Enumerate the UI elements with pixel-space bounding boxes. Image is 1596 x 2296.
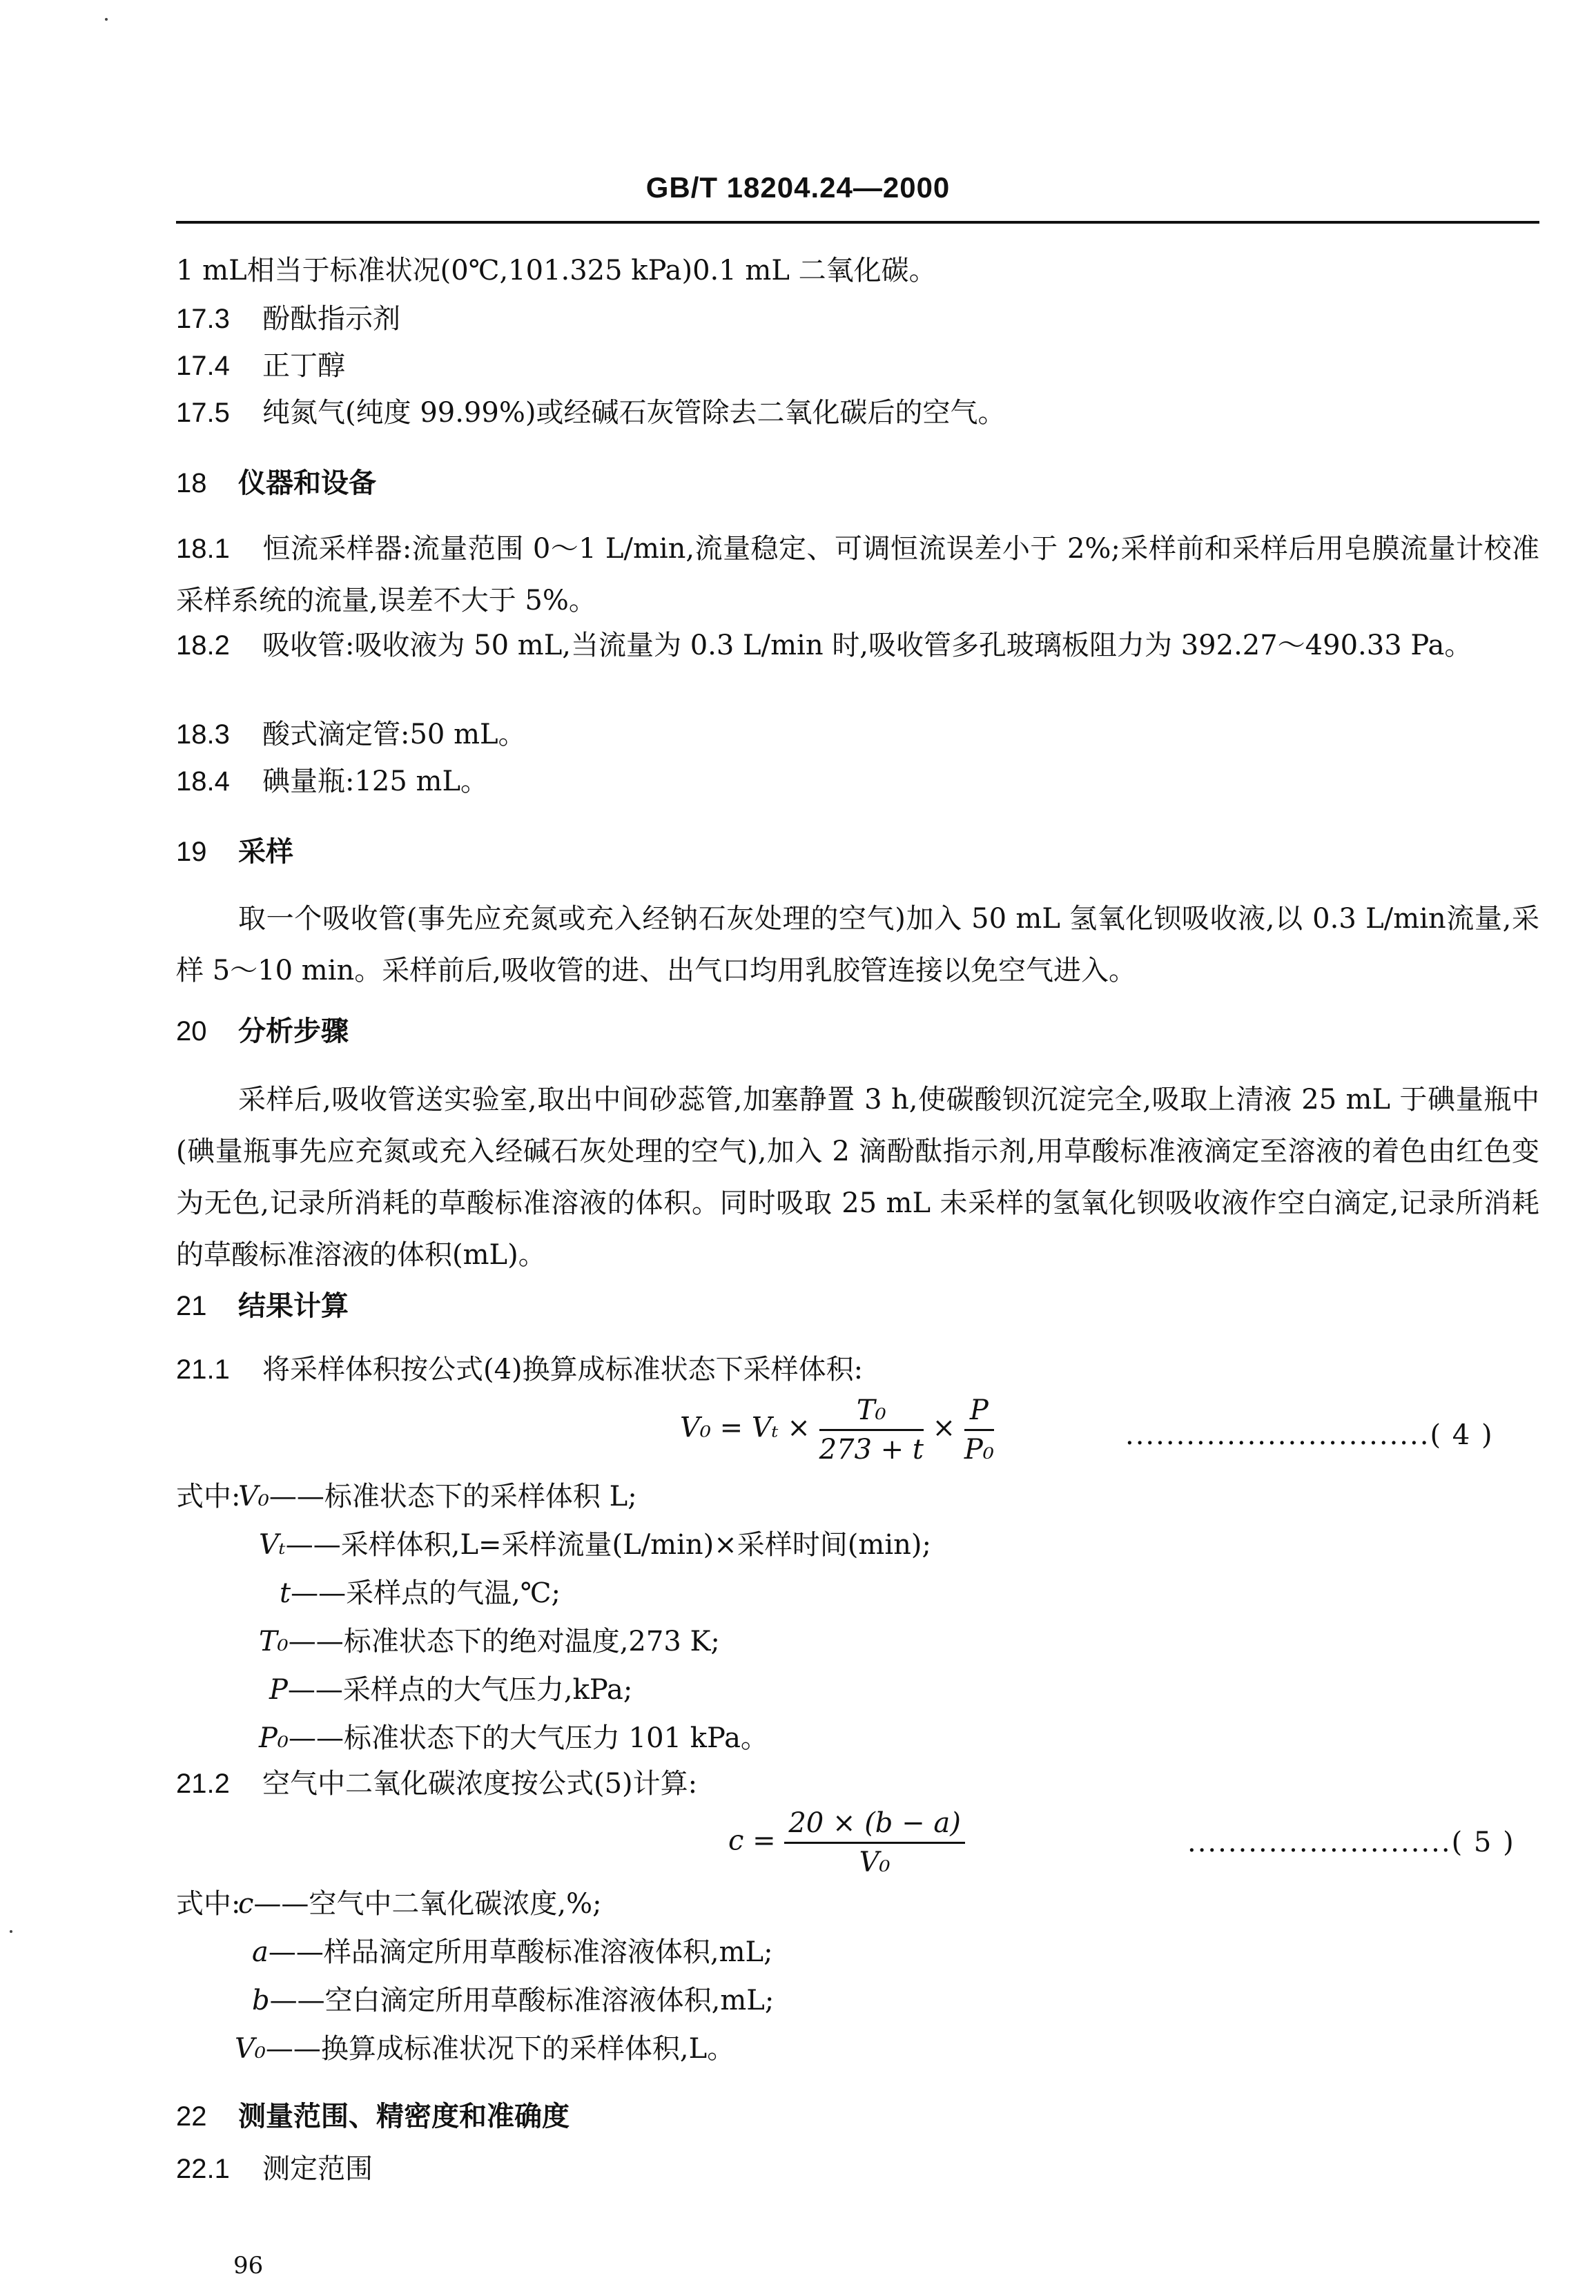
definition: ——空气中二氧化碳浓度,%; bbox=[253, 1888, 602, 1920]
clause-number: 22.1 bbox=[176, 2154, 230, 2184]
clause-17-4 bbox=[176, 349, 345, 382]
section-number: 21 bbox=[176, 1291, 207, 1321]
formula-fraction bbox=[784, 1804, 964, 1881]
clause-number: 17.4 bbox=[176, 351, 230, 381]
clause-number: 18.3 bbox=[176, 719, 230, 750]
clause-text: 酸式滴定管:50 mL。 bbox=[262, 719, 526, 750]
where-item bbox=[259, 1528, 931, 1562]
clause-17-5 bbox=[176, 396, 1005, 429]
clause-text: 测定范围 bbox=[262, 2153, 373, 2185]
where-item bbox=[259, 1722, 768, 1755]
clause-number: 17.3 bbox=[176, 304, 230, 334]
fraction-numerator: 20 × (b − a) bbox=[784, 1804, 964, 1844]
where-item bbox=[238, 1887, 602, 1920]
section-number: 19 bbox=[176, 837, 207, 867]
section-21-heading bbox=[176, 1284, 349, 1323]
fraction-numerator: P bbox=[964, 1392, 994, 1431]
where-label: 式中: bbox=[176, 1888, 241, 1920]
section-18-heading bbox=[176, 461, 376, 500]
header-rule bbox=[176, 221, 1539, 224]
symbol: t bbox=[280, 1577, 291, 1609]
definition: ——样品滴定所用草酸标准溶液体积,mL; bbox=[268, 1936, 773, 1968]
section-title: 仪器和设备 bbox=[238, 467, 376, 499]
equation-number: ( 4 ) bbox=[1430, 1419, 1494, 1451]
where-item bbox=[280, 1577, 561, 1610]
clause-text: 正丁醇 bbox=[262, 350, 345, 382]
clause-18-1 bbox=[176, 523, 1539, 627]
where-label: 式中: bbox=[176, 1481, 241, 1512]
where-item bbox=[269, 1673, 632, 1706]
formula-5-leader bbox=[1187, 1827, 1515, 1858]
section-22-heading bbox=[176, 2094, 570, 2134]
fraction-denominator: P₀ bbox=[964, 1434, 994, 1466]
symbol: Vₜ bbox=[259, 1529, 286, 1561]
symbol: P bbox=[269, 1674, 288, 1706]
clause-text: 纯氮气(纯度 99.99%)或经碱石灰管除去二氧化碳后的空气。 bbox=[262, 397, 1006, 429]
section-title: 分析步骤 bbox=[238, 1015, 349, 1047]
formula-fraction-pressure bbox=[964, 1392, 994, 1468]
where-item bbox=[259, 1625, 720, 1658]
clause-21-2 bbox=[176, 1767, 697, 1800]
definition: ——采样点的气温,℃; bbox=[291, 1577, 561, 1609]
text-line: 1 mL相当于标准状况(0℃,101.325 kPa)0.1 mL 二氧化碳。 bbox=[176, 255, 937, 286]
section-title: 结果计算 bbox=[238, 1290, 349, 1322]
symbol: T₀ bbox=[259, 1626, 289, 1657]
clause-text: 碘量瓶:125 mL。 bbox=[262, 766, 489, 797]
definition: ——空白滴定所用草酸标准溶液体积,mL; bbox=[269, 1985, 775, 2016]
clause-number: 17.5 bbox=[176, 398, 230, 428]
leader-dots: .............................. bbox=[1125, 1419, 1430, 1451]
definition: ——采样体积,L=采样流量(L/min)×采样时间(min); bbox=[285, 1529, 931, 1561]
equation-number: ( 5 ) bbox=[1451, 1827, 1515, 1858]
symbol: a bbox=[252, 1936, 269, 1968]
definition: ——换算成标准状况下的采样体积,L。 bbox=[265, 2033, 735, 2065]
leader-dots: .......................... bbox=[1187, 1827, 1452, 1858]
where-item bbox=[238, 1480, 637, 1513]
section-number: 18 bbox=[176, 468, 207, 498]
formula-4 bbox=[680, 1392, 994, 1468]
fraction-denominator: V₀ bbox=[859, 1847, 891, 1878]
where-item bbox=[252, 1984, 774, 2017]
where-item bbox=[252, 1936, 773, 1969]
scan-speck bbox=[105, 18, 108, 21]
section-title: 测量范围、精密度和准确度 bbox=[238, 2100, 570, 2132]
clause-number: 18.2 bbox=[176, 630, 230, 661]
section-title: 采样 bbox=[238, 835, 293, 868]
page-header: GB/T 18204.24—2000 bbox=[645, 171, 951, 204]
section-number: 22 bbox=[176, 2101, 207, 2132]
clause-text: 将采样体积按公式(4)换算成标准状态下采样体积: bbox=[262, 1354, 864, 1385]
clause-text: 恒流采样器:流量范围 0～1 L/min,流量稳定、可调恒流误差小于 2%;采样前和采样后用皂膜流量计校准采样系统的流量,误差不大于 5%。 bbox=[176, 533, 1539, 616]
symbol: b bbox=[252, 1985, 270, 2016]
clause-17-3 bbox=[176, 302, 400, 335]
clause-21-1 bbox=[176, 1353, 863, 1386]
formula-lhs: c = bbox=[728, 1825, 776, 1857]
section-number: 20 bbox=[176, 1016, 207, 1047]
section-20-heading bbox=[176, 1009, 349, 1049]
symbol: P₀ bbox=[259, 1722, 289, 1754]
formula-5 bbox=[728, 1804, 965, 1881]
symbol: V₀ bbox=[238, 1481, 269, 1512]
clause-text: 酚酞指示剂 bbox=[262, 303, 400, 335]
formula-4-leader bbox=[1125, 1419, 1494, 1451]
clause-number: 18.4 bbox=[176, 766, 230, 797]
clause-18-3 bbox=[176, 718, 526, 751]
clause-number: 21.2 bbox=[176, 1769, 230, 1799]
where-item bbox=[235, 2032, 734, 2065]
formula-times: × bbox=[932, 1412, 956, 1444]
fraction-numerator: T₀ bbox=[819, 1392, 924, 1431]
clause-number: 21.1 bbox=[176, 1354, 230, 1385]
scan-speck bbox=[10, 1930, 12, 1933]
symbol: V₀ bbox=[235, 2033, 266, 2065]
clause-18-4 bbox=[176, 765, 488, 798]
symbol: c bbox=[238, 1888, 254, 1920]
fraction-denominator: 273 + t bbox=[819, 1434, 924, 1466]
clause-number: 18.1 bbox=[176, 534, 230, 564]
page-number: 96 bbox=[233, 2252, 264, 2279]
clause-text: 吸收管:吸收液为 50 mL,当流量为 0.3 L/min 时,吸收管多孔玻璃板阻力为 392.27～490.33 Pa。 bbox=[262, 630, 1472, 661]
formula-fraction-temperature bbox=[819, 1392, 924, 1468]
section-19-heading bbox=[176, 830, 293, 869]
definition: ——标准状态下的大气压力 101 kPa。 bbox=[288, 1722, 768, 1754]
definition: ——采样点的大气压力,kPa; bbox=[287, 1674, 633, 1706]
paragraph-19: 取一个吸收管(事先应充氮或充入经钠石灰处理的空气)加入 50 mL 氢氧化钡吸收液,以 0.3 L/min流量,采样 5～10 min。采样前后,吸收管的进、出气口均用乳胶管连接以免空气进入。 bbox=[176, 903, 1539, 986]
definition: ——标准状态下的采样体积 L; bbox=[269, 1481, 637, 1512]
definition: ——标准状态下的绝对温度,273 K; bbox=[288, 1626, 720, 1657]
formula-lhs: V₀ = Vₜ × bbox=[680, 1412, 810, 1444]
paragraph-20: 采样后,吸收管送实验室,取出中间砂蕊管,加塞静置 3 h,使碳酸钡沉淀完全,吸取上清液 25 mL 于碘量瓶中(碘量瓶事先应充氮或充入经碱石灰处理的空气),加入 2 滴酚酞指示剂,用草酸标准液滴定至溶液的着色由红色变为无色,记录所消耗的草酸标准溶液的体积。同时吸取 25 mL 未采样的氢氧化钡吸收液作空白滴定,记录所消耗的草酸标准溶液的体积(mL)。 bbox=[176, 1084, 1539, 1271]
clause-18-2 bbox=[176, 620, 1539, 672]
clause-22-1 bbox=[176, 2152, 373, 2186]
clause-text: 空气中二氧化碳浓度按公式(5)计算: bbox=[262, 1768, 698, 1800]
